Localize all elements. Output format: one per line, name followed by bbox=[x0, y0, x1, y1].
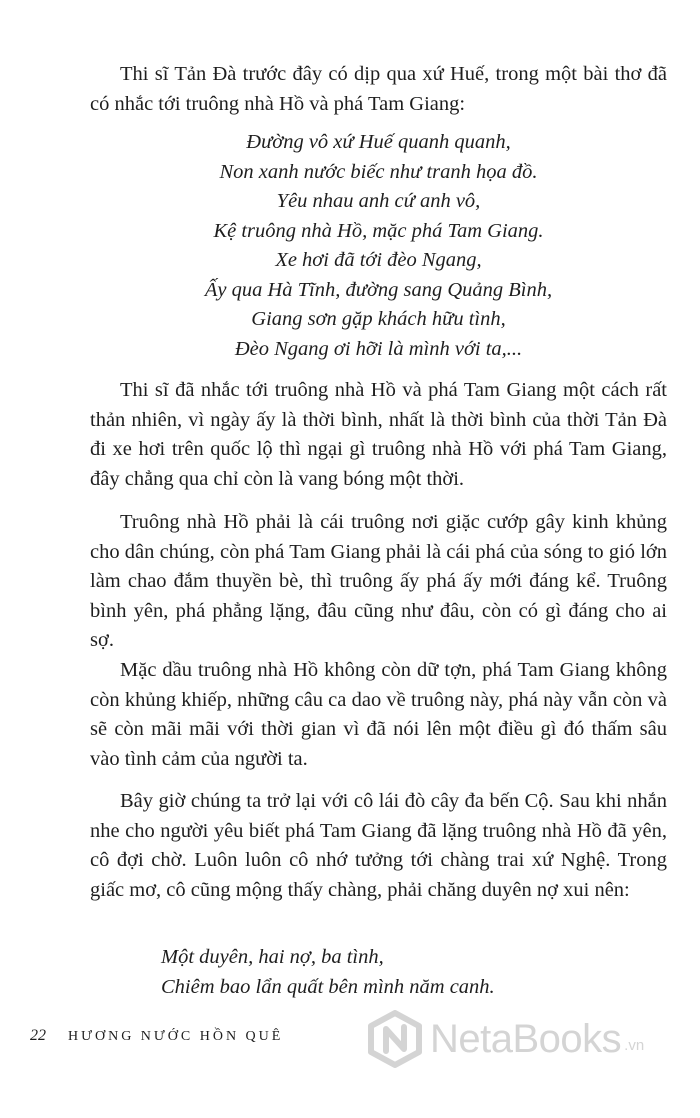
poem-line: Đèo Ngang ơi hỡi là mình với ta,... bbox=[234, 337, 523, 360]
poem-line: Non xanh nước biếc như tranh họa đồ. bbox=[219, 160, 538, 183]
paragraph-4: Mặc dầu truông nhà Hồ không còn dữ tợn, phá Tam Giang không còn khủng khiếp, những câu ca dao về truông này, phá này vẫn còn và sẽ còn mãi mãi với thời gian vì đã nói lên một điều gì đó thấm sâu vào tình cảm của người ta. bbox=[90, 659, 667, 770]
poem-tan-da bbox=[90, 128, 667, 364]
watermark-suffix: .vn bbox=[624, 1036, 645, 1054]
poem-line: Đường vô xứ Huế quanh quanh, bbox=[246, 131, 511, 153]
paragraph-3: Truông nhà Hồ phải là cái truông nơi giặc cướp gây kinh khủng cho dân chúng, còn phá Tam Giang phải là cái phá của sóng to gió lớn làm chao đắm thuyền bè, thì truông ấy phá ấy mới đáng kể. Truông bình yên, phá phẳng lặng, đâu cũng như đâu, còn có gì đáng cho ai sợ. bbox=[90, 511, 667, 651]
poem-line: Xe hơi đã tới đèo Ngang, bbox=[275, 249, 482, 271]
netabooks-logo-icon bbox=[366, 1010, 424, 1068]
poem-line: Ấy qua Hà Tĩnh, đường sang Quảng Bình, bbox=[204, 278, 553, 301]
running-title: HƯƠNG NƯỚC HỒN QUÊ bbox=[68, 1029, 284, 1044]
page-number: 22 bbox=[30, 1027, 46, 1044]
watermark-brand: NetaBooks bbox=[430, 1017, 622, 1061]
paragraph-intro: Thi sĩ Tản Đà trước đây có dịp qua xứ Huế, trong một bài thơ đã có nhắc tới truông nhà Hồ và phá Tam Giang: bbox=[90, 63, 667, 115]
page-footer bbox=[30, 1026, 283, 1047]
poem-line: Chiêm bao lẩn quất bên mình năm canh. bbox=[161, 975, 495, 998]
paragraph-5: Bây giờ chúng ta trở lại với cô lái đò cây đa bến Cộ. Sau khi nhắn nhe cho người yêu biết phá Tam Giang đã lặng truông nhà Hồ đã yên, cô đợi chờ. Luôn luôn cô nhớ tưởng tới chàng trai xứ Nghệ. Trong giấc mơ, cô cũng mộng thấy chàng, phải chăng duyên nợ xui nên: bbox=[90, 790, 667, 901]
poem-line: Kệ truông nhà Hồ, mặc phá Tam Giang. bbox=[213, 219, 544, 242]
poem-line: Một duyên, hai nợ, ba tình, bbox=[161, 946, 384, 968]
netabooks-watermark bbox=[366, 1010, 644, 1068]
poem-line: Giang sơn gặp khách hữu tình, bbox=[251, 308, 506, 330]
paragraph-2: Thi sĩ đã nhắc tới truông nhà Hồ và phá Tam Giang một cách rất thản nhiên, vì ngày ấy là thời bình, nhất là thời bình của thời Tản Đà đi xe hơi trên quốc lộ thì ngại gì truông nhà Hồ với phá Tam Giang, đây chẳng qua chỉ còn là vang bóng một thời. bbox=[90, 379, 667, 490]
poem-line: Yêu nhau anh cứ anh vô, bbox=[276, 190, 481, 212]
poem-ca-dao bbox=[161, 943, 581, 1002]
